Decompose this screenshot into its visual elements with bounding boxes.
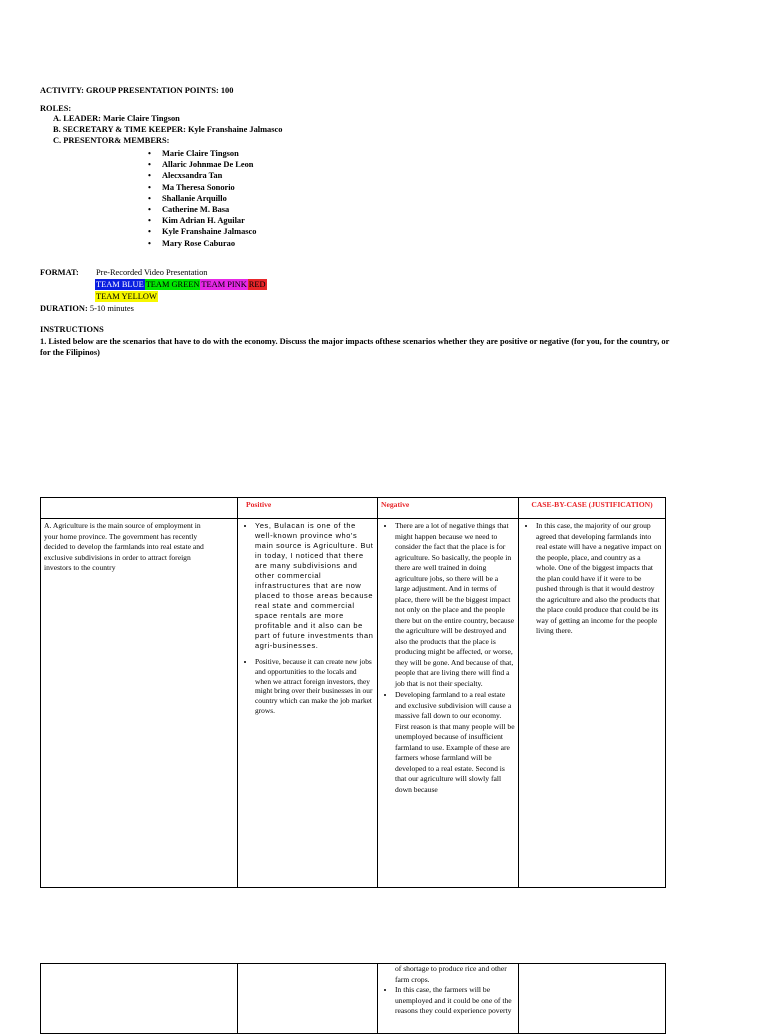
team-tag-yellow: TEAM YELLOW <box>96 292 157 301</box>
positive-cell <box>238 519 378 888</box>
member-item: • Marie Claire Tingson <box>148 148 256 159</box>
table-row <box>41 964 666 1034</box>
duration-row <box>40 303 134 314</box>
activity-title: ACTIVITY: GROUP PRESENTATION POINTS: 100 <box>40 86 234 95</box>
negative-point: • Developing farmland to a real estate and exclusive subdivision will cause a massive fall down to our economy. First reason is that many people will be unemployed because of insufficient farmland to use. Example of these are farmers whose farmland will be developed to a real estate. Second is that our agriculture will slowly fall down because <box>395 690 515 795</box>
negative-cell <box>378 519 519 888</box>
case-cell <box>519 964 666 1034</box>
duration-value: 5-10 minutes <box>89 304 134 313</box>
header-positive: Positive <box>238 498 378 519</box>
format-value: Pre-Recorded Video Presentation <box>96 268 208 277</box>
member-item: • Mary Rose Caburao <box>148 238 256 249</box>
table-row <box>41 519 666 888</box>
instructions-heading: INSTRUCTIONS <box>40 325 104 334</box>
role-presentors: C. PRESENTOR& MEMBERS: <box>53 136 170 145</box>
positive-point: • Yes, Bulacan is one of the well-known province who's main source is Agriculture. But in today, I noticed that there are many subdivisions and other commercial infrastructures that are now placed to those areas because real state and commercial space rentals are more profitable and it also can be part of future investments than agri-businesses. <box>255 521 374 651</box>
instructions-text: 1. Listed below are the scenarios that have to do with the economy. Discuss the major impacts ofthese scenarios whether they are positive or negative (for you, for the country, or for the Filipinos) <box>40 337 670 357</box>
member-item: • Ma Theresa Sonorio <box>148 182 256 193</box>
role-secretary: B. SECRETARY & TIME KEEPER: Kyle Franshaine Jalmasco <box>53 125 283 134</box>
member-item: • Kyle Franshaine Jalmasco <box>148 226 256 237</box>
scenario-table <box>40 497 666 888</box>
team-tag-pink: TEAM PINK <box>201 280 247 289</box>
role-leader: A. LEADER: Marie Claire Tingson <box>53 114 180 123</box>
negative-cell <box>378 964 519 1034</box>
positive-cell <box>238 964 378 1034</box>
members-list <box>148 148 256 249</box>
scenario-cell <box>41 964 238 1034</box>
team-tags-row2 <box>95 291 158 302</box>
table-header-row <box>41 498 666 519</box>
member-item: • Allaric Johnmae De Leon <box>148 159 256 170</box>
negative-point: • In this case, the farmers will be unemployed and it could be one of the reasons they could experience poverty <box>395 985 515 1017</box>
format-label: FORMAT: <box>40 268 79 277</box>
header-negative: Negative <box>378 498 519 519</box>
negative-point: • There are a lot of negative things that might happen because we need to consider the fact that the place is for agriculture. So basically, the people in there are well trained in doing agriculture jobs, so there will be a large adjustment. And in terms of place, there will be the biggest impact not only on the place and the people there but on the entire country, because the agriculture will be destroyed and also the products that the place is producing might be affected, or worse, they will be gone. And because of that, people that are living there will find a job that is not their specialty. <box>395 521 515 689</box>
member-item: • Shallanie Arquillo <box>148 193 256 204</box>
member-item: • Alecxsandra Tan <box>148 170 256 181</box>
scenario-cell <box>41 519 238 888</box>
case-point: • In this case, the majority of our group agreed that developing farmlands into real estate will have a negative impact on the people, place, and country as a whole. One of the biggest impacts that the plan could have if it were to be pushed through is that it would destroy the agriculture and also the products that the place could produce that could be its way of getting an income for the people living there. <box>536 521 662 637</box>
roles-heading: ROLES: <box>40 104 72 113</box>
format-row <box>40 267 79 278</box>
team-tags <box>95 279 295 290</box>
team-tag-green: TEAM GREEN <box>145 280 200 289</box>
roles-list <box>53 113 282 146</box>
scenario-table-continued <box>40 963 666 1034</box>
scenario-text: A. Agriculture is the main source of employment in your home province. The government has recently decided to develop the farmlands into real estate and exclusive subdivisions in order to attract foreign investors to the country <box>44 521 204 572</box>
positive-point: • Positive, because it can create new jobs and opportunities to the locals and when we attract foreign investors, they might bring over their businesses in our country which can make the job market grows. <box>255 657 374 716</box>
duration-label: DURATION: <box>40 304 88 313</box>
header-case: CASE-BY-CASE (JUSTIFICATION) <box>519 498 666 519</box>
member-item: • Catherine M. Basa <box>148 204 256 215</box>
team-tag-red: RED <box>248 280 266 289</box>
negative-point-continued: of shortage to produce rice and other farm crops. <box>395 964 507 984</box>
header-scenario <box>41 498 238 519</box>
member-item: • Kim Adrian H. Aguilar <box>148 215 256 226</box>
case-cell <box>519 519 666 888</box>
team-tag-blue: TEAM BLUE <box>96 280 144 289</box>
